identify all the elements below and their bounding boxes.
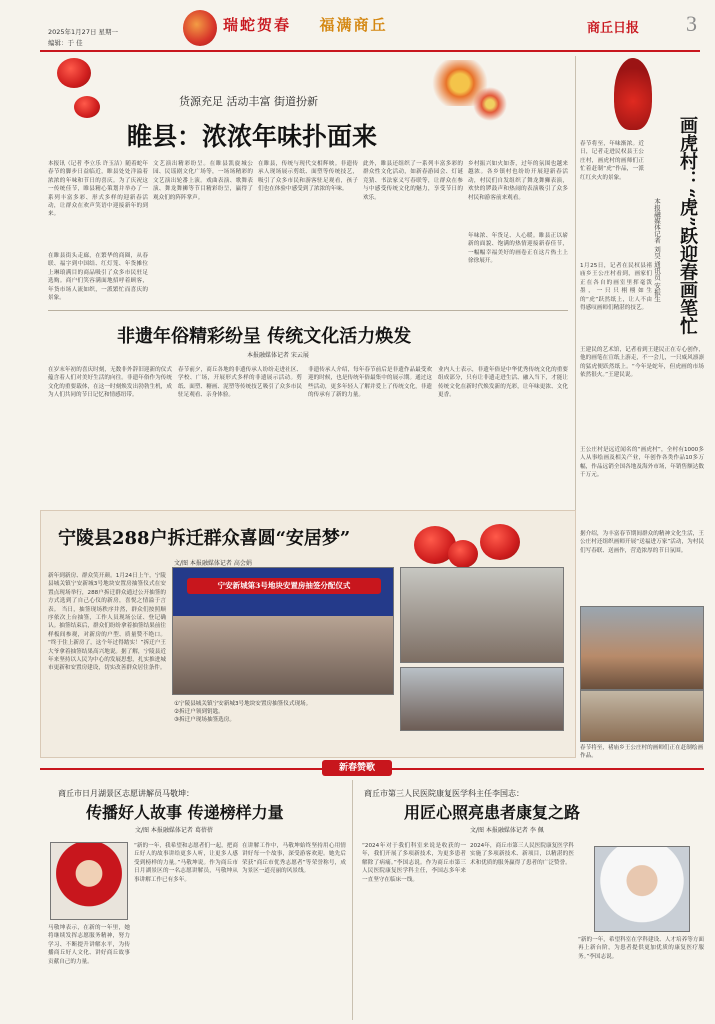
page-slogan xyxy=(223,14,388,35)
story3-para: 新年到新房、群众笑开颜。1月24日上午，宁陵县城关镇宁安新城3号地块安置房抽签仪式在安置点现场举行，288户拆迁群众通过公开抽签的方式选到了自己心仪的新房，喜悦之情溢于言表。 xyxy=(48,573,166,613)
lottery-photo xyxy=(400,667,564,731)
story5-para: “新的一年，我希望和志愿者们一起，把商丘好人的故事讲给更多人听，让更多人感受到榜样的力量。”马敬坤说。作为商丘市日月湖景区的一名志愿讲解员，马敬坤从事讲解工作已有多年。 xyxy=(134,843,238,883)
story1-para: 乡村振兴如火如荼，过年的氛围也越来越浓。各乡镇村也纷纷开展迎新春活动，村民们自发组织了舞龙舞狮表演，欢快的锣鼓声和热闹的表演吸引了众多村民和游客前来观看。 xyxy=(468,161,568,201)
story1-para: 在睢县，传统与现代交相辉映。非遗传承人现场展示剪纸、面塑等传统技艺，吸引了众多市民和游客驻足观看，孩子们也在体验中感受到了浓浓的年味。 xyxy=(258,161,358,193)
story4-byline: 本报融媒体记者 刘昊 通讯员 安振生 xyxy=(653,198,661,302)
page-editor: 编辑：于 佳 xyxy=(48,39,83,47)
slogan-b: 福满商丘 xyxy=(319,16,388,34)
signing-ceremony-photo xyxy=(172,567,394,695)
story3-para: “终于住上新房了，这个年过得踏实！”拆迁户王大爷拿着抽签结果高兴地说。据了解，宁陵县近年来坚持以人民为中心的发展思想，扎实推进城市更新和安置房建设，切实改善群众居住条件。 xyxy=(48,640,166,672)
story1-para: 年味浓、年货足、人心暖。睢县正以崭新的面貌、饱满的热情迎接新春佳节，一幅幅幸福美好的画卷正在这片热土上徐徐展开。 xyxy=(468,233,568,265)
doctor-portrait-photo xyxy=(594,846,690,932)
story3-byline: 文/图 本报融媒体记者 高会娟 xyxy=(174,560,252,567)
story4-headline: 画虎村：“虎”跃迎春画笔忙 xyxy=(677,116,698,335)
story1-headline: 睢县：浓浓年味扑面来 xyxy=(127,122,378,151)
story5-kicker: 商丘市日月湖景区志愿讲解员马敬坤： xyxy=(58,789,194,798)
photo-caption: ①宁陵县城关镇宁安新城3号地块安置房抽签仪式现场。 xyxy=(174,701,312,707)
story6-byline: 文/图 本报融媒体记者 李 佩 xyxy=(470,827,544,834)
key-handover-photo xyxy=(400,567,564,663)
story4-para: 王公庄村是远近闻名的“画虎村”，全村有1000多人从事绘画及相关产业，年创作各类作品10多万幅，作品远销全国各地及海外市场，年销售额达数千万元。 xyxy=(580,447,704,479)
story2-para: 业内人士表示，非遗年俗是中华优秀传统文化的重要组成部分，只有让非遗走进生活、融入当下，才能让传统文化在新时代焕发新的光彩，让年味更浓、文化更香。 xyxy=(438,367,568,399)
story3-headline: 宁陵县288户拆迁群众喜圆“安居梦” xyxy=(58,528,351,549)
story3-body xyxy=(48,572,166,752)
page-number: 3 xyxy=(686,11,697,36)
story5-para: 在讲解工作中，马敬坤始终坚持用心用情讲好每一个故事，深受游客欢迎。她先后荣获“商丘市优秀志愿者”等荣誉称号，成为景区一道亮丽的风景线。 xyxy=(242,843,346,875)
story1-kicker: 货源充足 活动丰富 街道扮新 xyxy=(179,95,318,108)
newspaper-logo: 商丘日报 xyxy=(587,21,640,36)
column-divider xyxy=(352,780,353,1020)
story1-para: 文艺演出精彩纷呈。在睢县凯旋城公园、民谣剧文化广场等，一场场精彩的文艺演出轮番上演。戏曲表演、歌舞表演、舞龙舞狮等节目精彩纷呈，赢得了观众们的阵阵掌声。 xyxy=(153,161,253,201)
story6-headline: 用匠心照亮患者康复之路 xyxy=(404,803,581,822)
photo-banner: 宁安新城第3号地块安置房抽签分配仪式 xyxy=(187,578,381,594)
slogan-a: 瑞蛇贺春 xyxy=(223,16,292,34)
story2-headline: 非遗年俗精彩纷呈 传统文化活力焕发 xyxy=(117,326,412,347)
story4-para: 据介绍，为丰富春节期间群众的精神文化生活，王公庄村还组织画师开展“送福进万家”活动，为村民们写春联、送画作，营造浓厚的节日氛围。 xyxy=(580,531,704,554)
story3-captions xyxy=(174,700,396,724)
story2-byline: 本报融媒体记者 宋云展 xyxy=(247,352,309,359)
portrait-photo xyxy=(50,842,128,920)
story5-headline: 传播好人故事 传递榜样力量 xyxy=(86,803,284,822)
story6-para: 2024年，商丘市第三人民医院康复医学科实施了多项新技术、新项目，以精湛的医术和优质的服务赢得了患者的广泛赞誉。 xyxy=(470,843,574,866)
story2-para: 在岁末年初的喜庆时刻，无数非外辞旧迎新的仪式蕴含着人们对美好生活的向往。非遗年俗作为传统文化的重要载体，在这一时刻焕发出勃勃生机，成为人们共同的节日记忆和情感纽带。 xyxy=(48,367,172,399)
story6-kicker: 商丘市第三人民医院康复医学科主任李国志： xyxy=(364,789,524,798)
lantern-icon xyxy=(57,58,91,88)
painters-photo xyxy=(580,690,704,742)
story4-para: 春节将至，年味渐浓。近日，记者走进民权县王公庄村，画虎村的画师们正忙着赶制“虎”作品，一派红红火火的景象。 xyxy=(580,141,644,181)
story1-lead: 本报讯（记者 李立乐 许玉洁）随着蛇年春节的脚步日益临近，睢县处处洋溢着浓浓的年味和节日的喜庆。为了庆祝这一传统佳节，睢县精心策划并举办了一系列丰富多彩、形式多样的迎新春活动，让群众在欢声笑语中迎接新年的到来。 xyxy=(48,161,148,218)
photo-caption: ②拆迁户领到钥匙。 xyxy=(174,709,224,715)
story3-para: 当日，抽签现场秩序井然，群众们按照顺序依次上台抽签，工作人员现场公证、登记确认。抽签结束后，群众们纷纷拿着抽签结果前往样板间参观，对新房的户型、质量赞不绝口。 xyxy=(48,606,166,638)
red-lantern-icon xyxy=(614,58,652,130)
story2-para: 春节前夕，商丘各地的非遗传承人纷纷走进社区、学校、广场，开展形式多样的非遗展示活动。剪纸、面塑、糖画、泥塑等传统技艺吸引了众多市民驻足观看、亲身体验。 xyxy=(178,367,302,399)
lantern-icon xyxy=(448,540,478,568)
column-divider xyxy=(575,56,576,510)
lantern-icon xyxy=(74,96,100,118)
story2-para: 非遗传承人介绍，每年春节前后是非遗作品最受欢迎的时候，也是传统年俗最集中的展示期。通过这些活动，更多年轻人了解并爱上了传统文化，非遗的传承有了新的力量。 xyxy=(308,367,432,399)
photo-caption: ③拆迁户现场抽签选房。 xyxy=(174,717,235,723)
story1-para: 在睢县街头走廊，在繁华的商圈，从春联、福字到中国结、红灯笼、年货摊位上琳琅满目的商品吸引了众多市民驻足选购。商户们笑容满面地招呼着顾客，年货市场人流如织，一派繁忙而喜庆的景象。 xyxy=(48,253,148,302)
story4-caption: 春节将至，褚庙乡王公庄村的画师们正在赶制绘画作品。 xyxy=(580,745,704,759)
firework-icon xyxy=(470,84,510,124)
mast-rule xyxy=(40,50,700,52)
story6-para: “新的一年，希望科室在学科建设、人才培养等方面再上新台阶，为患者提供更加优质的康复医疗服务。”李国志说。 xyxy=(578,937,704,960)
snake-emblem-icon xyxy=(183,10,217,46)
story6-para: “2024年对于我们科室来说是收获的一年，我们开展了多项新技术，为更多患者解除了病痛。”李国志说。作为商丘市第三人民医院康复医学科主任，李国志多年来一直坚守在临床一线。 xyxy=(362,843,466,883)
story1-para: 此外，睢县还组织了一系列丰富多彩的群众性文化活动，如新春游园会、灯谜竞猜、书法家义写春联等，让群众在参与中感受传统文化的魅力，享受节日的欢乐。 xyxy=(363,161,463,201)
story4-para: 王建民的艺术馆，记者看到王建民正在专心创作，他的画笔在宣纸上游走，不一会儿，一只威风凛凛的猛虎便跃然纸上。“今年是蛇年，但虎画的市场依然很火。”王建民说。 xyxy=(580,347,704,379)
section-label: 新春赞歌 xyxy=(322,760,392,776)
story5-byline: 文/图 本报融媒体记者 葛蓓蓓 xyxy=(135,827,213,834)
story5-para: 马敬坤表示，在新的一年里，她将继续发挥志愿服务精神，努力学习、不断提升讲解水平，为传播商丘好人文化、讲好商丘故事贡献自己的力量。 xyxy=(48,925,130,965)
tiger-painting-photo xyxy=(580,606,704,690)
lantern-icon xyxy=(480,524,520,560)
section-rule xyxy=(48,310,568,311)
story4-para: 1月25日，记者在民权县褚庙乡王公庄村看到，画家们正在各自的画室里挥毫泼墨，一只只栩栩如生的“虎”跃然纸上，让人不由得感叹画师们精湛的技艺。 xyxy=(580,263,652,312)
issue-date: 2025年1月27日 星期一 xyxy=(48,28,119,36)
